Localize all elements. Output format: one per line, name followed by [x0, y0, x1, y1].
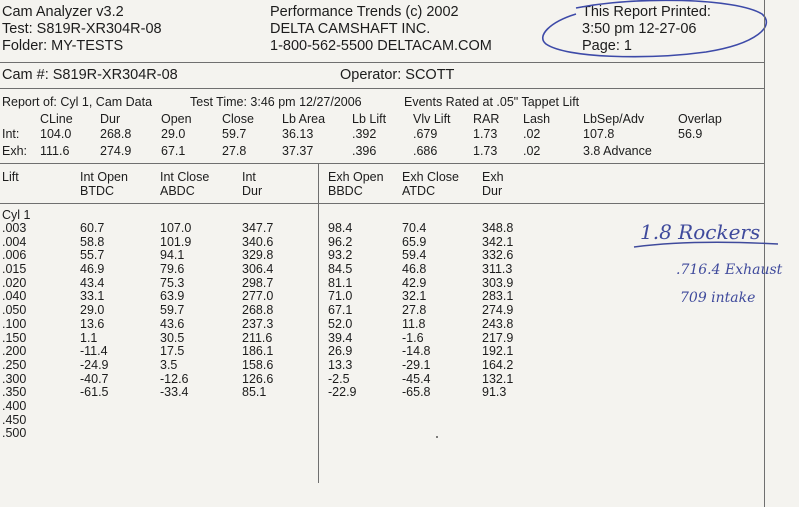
exh-open-cell: 67.1 — [328, 303, 353, 318]
lift-cell: .450 — [2, 412, 27, 427]
lift-cell: .003 — [2, 221, 27, 235]
int-dur-cell: 329.8 — [242, 248, 274, 263]
exh-dur-cell: 164.2 — [482, 357, 514, 372]
summary-header-cell: Lash — [523, 112, 551, 126]
int-close-column-header: ABDC — [160, 184, 195, 198]
summary-header-cell: CLine — [40, 112, 73, 126]
company-contact: 1-800-562-5500 DELTACAM.COM — [270, 38, 492, 54]
handwritten-rockers-note: 1.8 Rockers — [640, 220, 761, 244]
summary-header-cell: Lb Area — [282, 112, 326, 126]
int-close-cell: 30.5 — [160, 330, 185, 345]
summary-header-cell: Vlv Lift — [413, 112, 451, 126]
exh-summary-cell: 3.8 Advance — [583, 144, 652, 158]
int-open-column-header: Int Open — [80, 170, 128, 184]
exh-summary-cell: 27.8 — [222, 144, 247, 158]
int-close-cell: 79.6 — [160, 262, 185, 277]
exh-summary-cell: 274.9 — [100, 144, 132, 158]
exh-dur-cell: 243.8 — [482, 316, 514, 331]
lift-cell: .020 — [2, 275, 27, 290]
exh-dur-column-header: Dur — [482, 184, 503, 198]
int-close-cell: -33.4 — [160, 385, 189, 400]
cam-line-top-rule — [0, 62, 765, 63]
int-dur-column-header: Int — [242, 170, 256, 184]
int-close-column — [160, 222, 191, 400]
summary-header-cell: LbSep/Adv — [583, 112, 645, 126]
exh-close-cell: -45.4 — [402, 371, 431, 386]
lift-cell: .015 — [2, 262, 27, 277]
exh-dur-cell: 192.1 — [482, 344, 514, 359]
exh-close-cell: 70.4 — [402, 221, 427, 235]
test-time: Test Time: 3:46 pm 12/27/2006 — [190, 95, 362, 109]
summary-header-cell: Overlap — [678, 112, 722, 126]
exh-close-column-header: Exh Close — [402, 170, 459, 184]
lift-cell: .100 — [2, 316, 27, 331]
company-copyright: Performance Trends (c) 2002 — [270, 4, 459, 20]
exh-dur-cell: 217.9 — [482, 330, 514, 345]
int-dur-cell: 126.6 — [242, 371, 274, 386]
summary-header-cell: RAR — [473, 112, 500, 126]
int-dur-cell: 85.1 — [242, 385, 267, 400]
summary-header-cell: Open — [161, 112, 192, 126]
int-open-cell: -24.9 — [80, 357, 109, 372]
int-open-cell: 1.1 — [80, 330, 98, 345]
exh-close-cell: 27.8 — [402, 303, 427, 318]
exh-dur-cell: 283.1 — [482, 289, 514, 304]
exh-open-cell: 52.0 — [328, 316, 353, 331]
exh-close-cell: -65.8 — [402, 385, 431, 400]
handwritten-exhaust-note: .716.4 Exhaust — [676, 262, 783, 278]
int-open-cell: 13.6 — [80, 316, 105, 331]
int-exh-divider — [318, 163, 319, 483]
exh-summary-cell: .686 — [413, 144, 438, 158]
exh-open-column — [328, 222, 357, 400]
lift-cell: .300 — [2, 371, 27, 386]
hand-drawn-circle — [536, 0, 776, 62]
int-dur-column-header: Dur — [242, 184, 263, 198]
exh-dur-cell: 332.6 — [482, 248, 514, 263]
exh-open-cell: -22.9 — [328, 385, 357, 400]
exh-summary-cell: .02 — [523, 144, 541, 158]
exh-summary-cell: 111.6 — [40, 144, 70, 158]
int-dur-column — [242, 222, 273, 400]
int-open-cell: 60.7 — [80, 221, 105, 235]
exh-open-column-header: BBDC — [328, 184, 363, 198]
int-close-column-header: Int Close — [160, 170, 210, 184]
int-close-cell: 43.6 — [160, 316, 185, 331]
lift-cell: .004 — [2, 234, 27, 249]
exh-close-column — [402, 222, 431, 400]
handwritten-intake-note: 709 intake — [680, 290, 756, 306]
lift-cell: .050 — [2, 303, 27, 318]
exh-open-cell: 84.5 — [328, 262, 353, 277]
exh-open-column-header: Exh Open — [328, 170, 384, 184]
int-close-cell: 63.9 — [160, 289, 185, 304]
events-header-rule — [0, 203, 765, 204]
int-summary-cell: 36.13 — [282, 127, 314, 141]
int-open-cell: -11.4 — [80, 344, 108, 359]
handwritten-underline — [632, 238, 782, 250]
lift-cell: .006 — [2, 248, 27, 263]
int-dur-cell: 158.6 — [242, 357, 274, 372]
int-close-cell: 59.7 — [160, 303, 185, 318]
exh-close-cell: 42.9 — [402, 275, 427, 290]
exh-summary-cell: 1.73 — [473, 144, 498, 158]
exh-summary-cell: 37.37 — [282, 144, 314, 158]
cylinder-label: Cyl 1 — [2, 208, 31, 222]
exh-dur-cell: 303.9 — [482, 275, 514, 290]
operator: Operator: SCOTT — [340, 67, 455, 83]
exh-close-column-header: ATDC — [402, 184, 436, 198]
int-dur-cell: 306.4 — [242, 262, 274, 277]
exh-close-cell: 32.1 — [402, 289, 427, 304]
int-dur-cell: 340.6 — [242, 234, 274, 249]
int-dur-cell: 237.3 — [242, 316, 274, 331]
app-name: Cam Analyzer v3.2 — [2, 4, 124, 20]
int-open-cell: 29.0 — [80, 303, 105, 318]
company-name: DELTA CAMSHAFT INC. — [270, 21, 431, 37]
scan-speck — [436, 436, 438, 438]
events-rated: Events Rated at .05" Tappet Lift — [404, 95, 580, 109]
int-dur-cell: 268.8 — [242, 303, 274, 318]
exh-summary-cell: 67.1 — [161, 144, 186, 158]
exh-open-cell: 71.0 — [328, 289, 353, 304]
int-close-cell: 94.1 — [160, 248, 185, 263]
int-open-column-header: BTDC — [80, 184, 115, 198]
exh-open-cell: 39.4 — [328, 330, 353, 345]
int-dur-cell: 277.0 — [242, 289, 274, 304]
int-summary-cell: .02 — [523, 127, 541, 141]
exh-close-cell: 11.8 — [402, 316, 426, 331]
exh-close-cell: -1.6 — [402, 330, 424, 345]
int-close-cell: 101.9 — [160, 234, 192, 249]
int-summary-cell: 56.9 — [678, 127, 703, 141]
int-close-cell: 107.0 — [160, 221, 192, 235]
int-dur-cell: 211.6 — [242, 330, 273, 345]
exh-open-cell: 98.4 — [328, 221, 353, 235]
int-summary-cell: 1.73 — [473, 127, 498, 141]
exh-summary-cell: .396 — [352, 144, 377, 158]
int-open-cell: 58.8 — [80, 234, 105, 249]
int-open-cell: 43.4 — [80, 275, 105, 290]
int-close-cell: 17.5 — [160, 344, 185, 359]
summary-bottom-rule — [0, 163, 765, 164]
summary-header-cell: Close — [222, 112, 254, 126]
int-summary-cell: 104.0 — [40, 127, 72, 141]
int-row-label: Int: — [2, 127, 20, 141]
exh-dur-cell: 274.9 — [482, 303, 514, 318]
int-summary-cell: .392 — [352, 127, 377, 141]
int-open-column — [80, 222, 109, 400]
exh-dur-column — [482, 222, 513, 400]
folder-name: Folder: MY-TESTS — [2, 38, 124, 54]
lift-cell: .350 — [2, 385, 27, 400]
int-dur-cell: 186.1 — [242, 344, 274, 359]
int-open-cell: 33.1 — [80, 289, 105, 304]
cam-line-bottom-rule — [0, 88, 765, 89]
summary-header-cell: Lb Lift — [352, 112, 387, 126]
exh-dur-column-header: Exh — [482, 170, 504, 184]
int-open-cell: -40.7 — [80, 371, 109, 386]
int-summary-cell: 59.7 — [222, 127, 247, 141]
summary-header-cell: Dur — [100, 112, 121, 126]
lift-cell: .150 — [2, 330, 27, 345]
lift-cell: .500 — [2, 426, 27, 441]
exh-dur-cell: 348.8 — [482, 221, 514, 235]
int-close-cell: -12.6 — [160, 371, 189, 386]
lift-cell: .200 — [2, 344, 27, 359]
lift-column — [2, 222, 26, 441]
exh-open-cell: 13.3 — [328, 357, 353, 372]
exh-dur-cell: 91.3 — [482, 385, 507, 400]
exh-close-cell: -14.8 — [402, 344, 431, 359]
exh-row-label: Exh: — [2, 144, 28, 158]
int-summary-cell: .679 — [413, 127, 438, 141]
report-of: Report of: Cyl 1, Cam Data — [2, 95, 153, 109]
int-summary-cell: 268.8 — [100, 127, 132, 141]
exh-open-cell: 96.2 — [328, 234, 353, 249]
printed-label: This Report Printed: — [582, 4, 711, 20]
int-summary-cell: 29.0 — [161, 127, 186, 141]
int-open-cell: 46.9 — [80, 262, 105, 277]
exh-open-cell: -2.5 — [328, 371, 350, 386]
lift-cell: .400 — [2, 398, 27, 413]
lift-column-header: Lift — [2, 170, 19, 184]
page-right-border — [764, 0, 765, 507]
page-number: Page: 1 — [582, 38, 632, 54]
int-summary-cell: 107.8 — [583, 127, 615, 141]
int-open-cell: -61.5 — [80, 385, 109, 400]
exh-close-cell: -29.1 — [402, 357, 431, 372]
exh-close-cell: 59.4 — [402, 248, 427, 263]
exh-close-cell: 65.9 — [402, 234, 427, 249]
exh-dur-cell: 342.1 — [482, 234, 514, 249]
exh-close-cell: 46.8 — [402, 262, 427, 277]
exh-dur-cell: 132.1 — [482, 371, 514, 386]
cam-number: Cam #: S819R-XR304R-08 — [2, 67, 178, 83]
int-close-cell: 75.3 — [160, 275, 185, 290]
int-close-cell: 3.5 — [160, 357, 178, 372]
exh-dur-cell: 311.3 — [482, 262, 513, 277]
printed-time: 3:50 pm 12-27-06 — [582, 21, 697, 37]
exh-open-cell: 81.1 — [328, 275, 353, 290]
lift-cell: .250 — [2, 357, 27, 372]
test-name: Test: S819R-XR304R-08 — [2, 21, 162, 37]
exh-open-cell: 93.2 — [328, 248, 353, 263]
int-dur-cell: 298.7 — [242, 275, 274, 290]
int-open-cell: 55.7 — [80, 248, 105, 263]
exh-open-cell: 26.9 — [328, 344, 353, 359]
int-dur-cell: 347.7 — [242, 221, 274, 235]
lift-cell: .040 — [2, 289, 27, 304]
